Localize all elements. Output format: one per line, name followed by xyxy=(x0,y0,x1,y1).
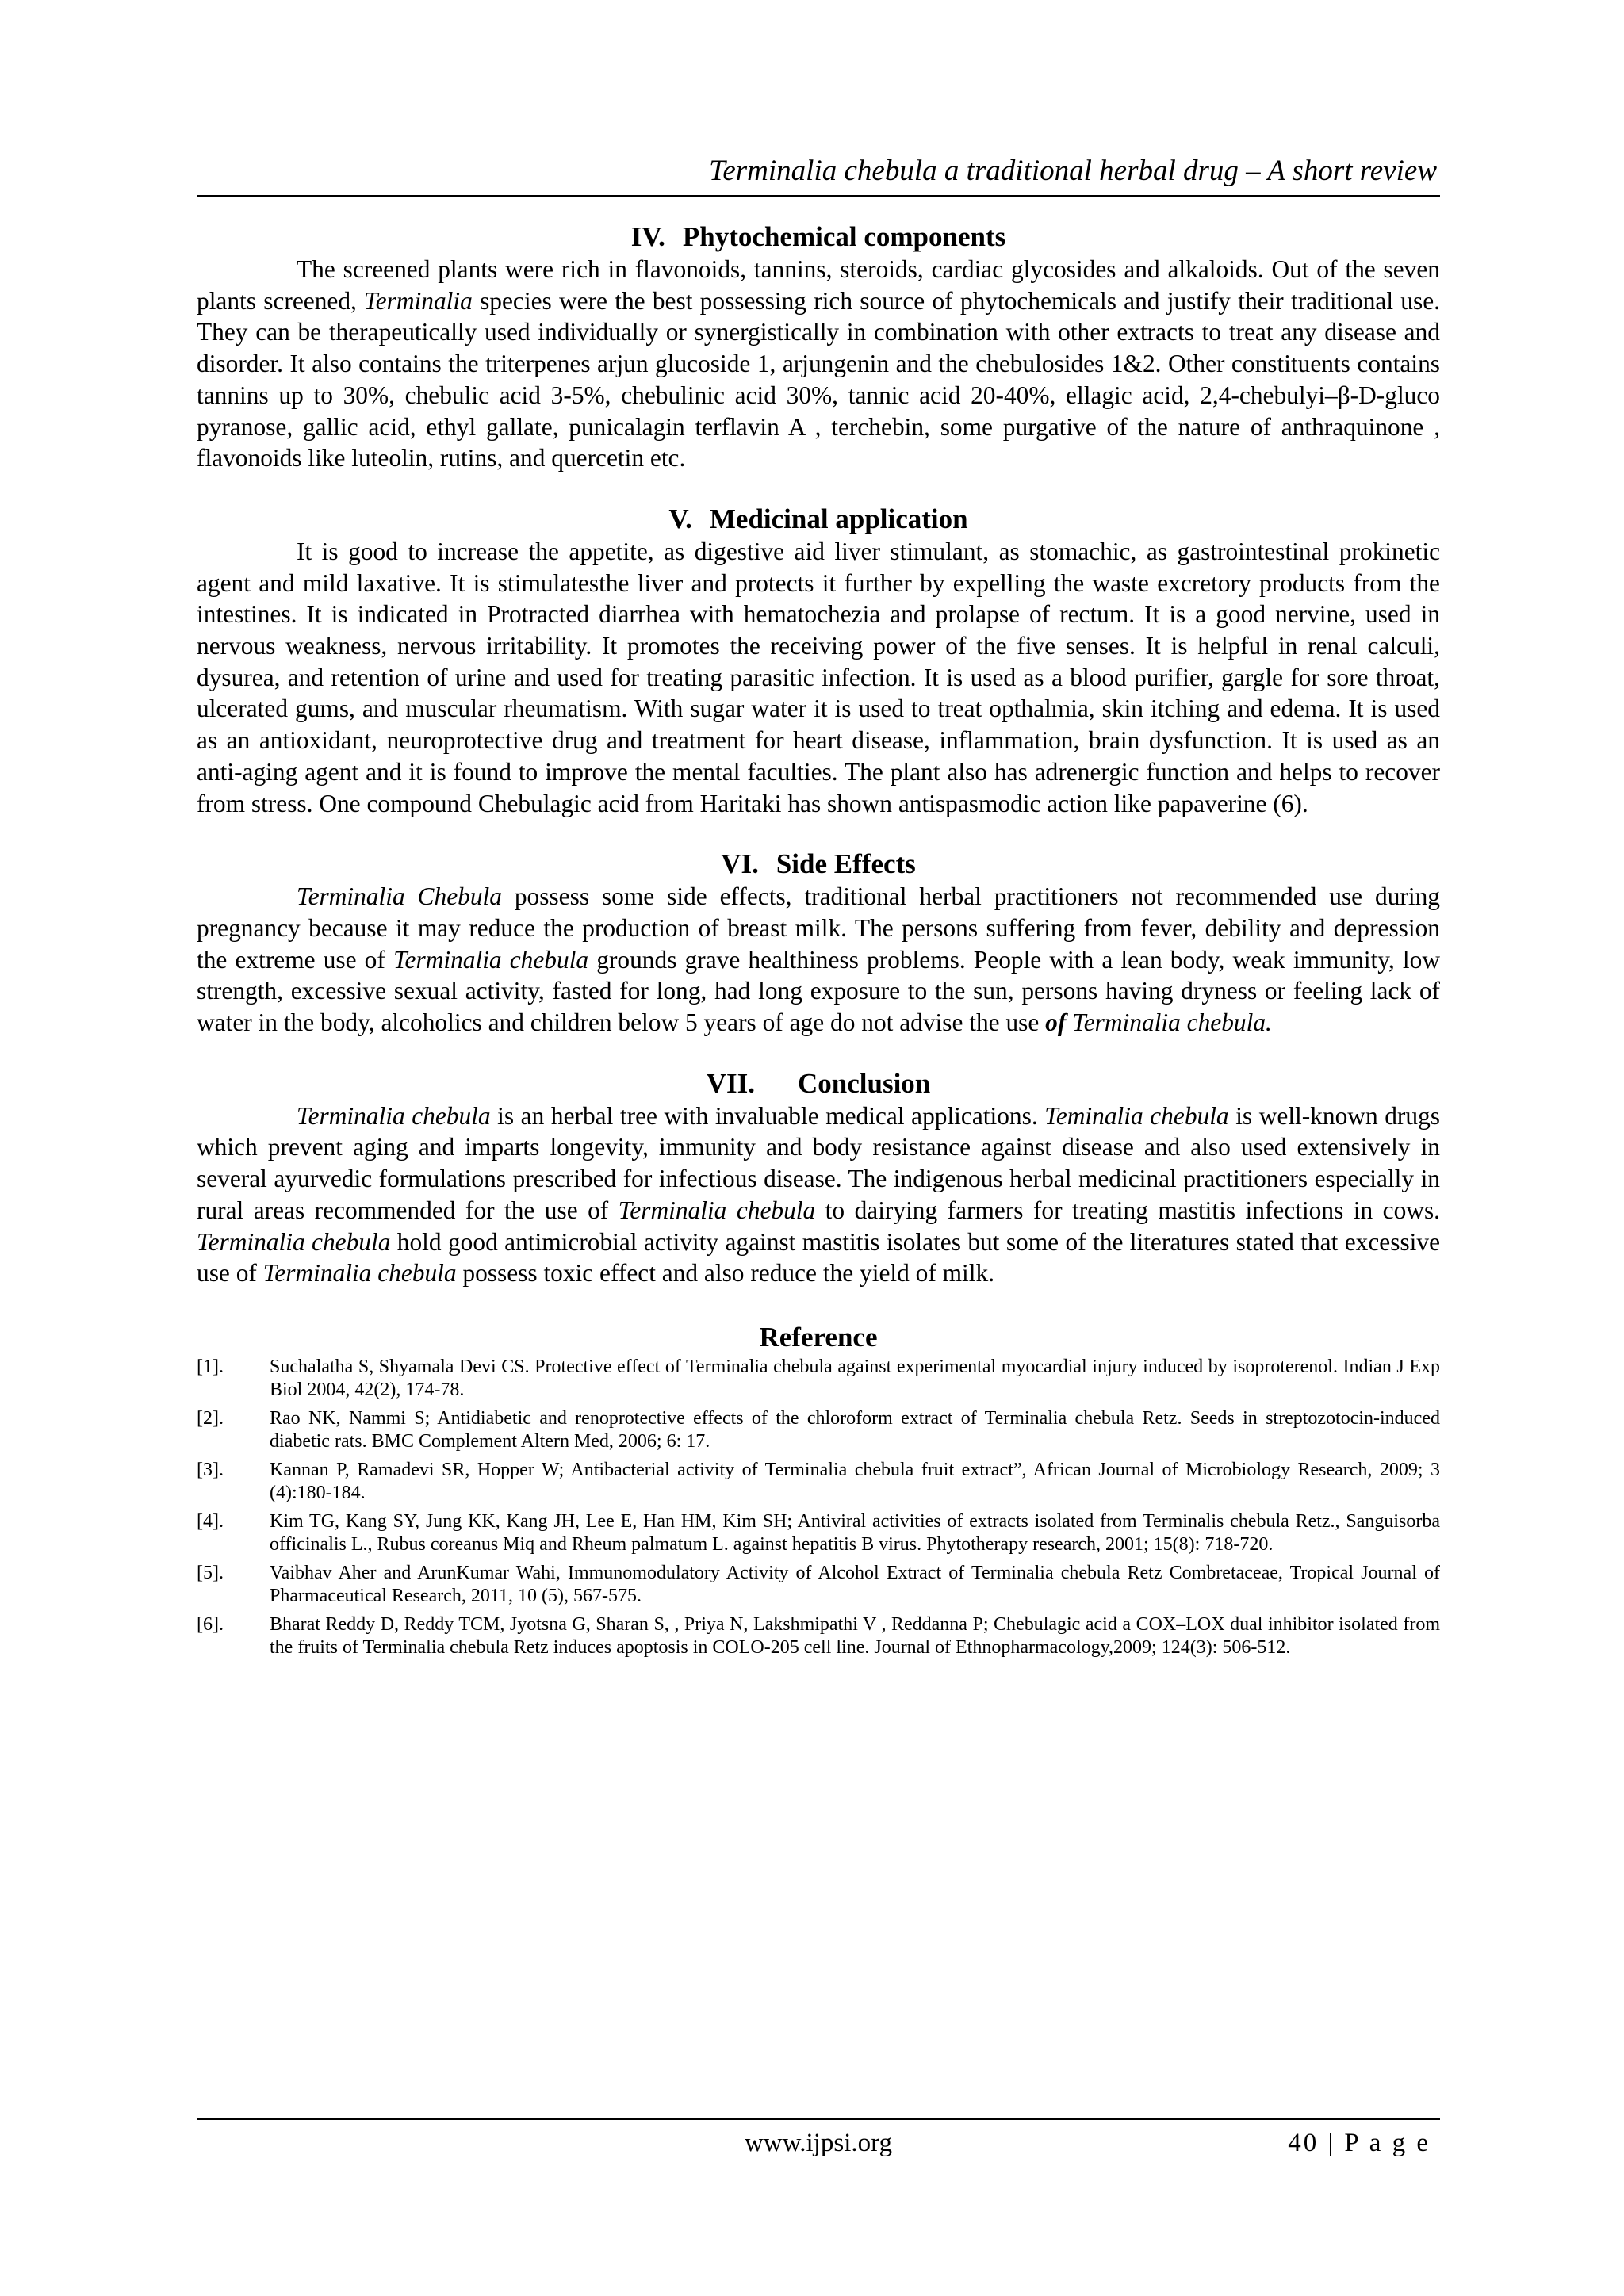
page-content xyxy=(197,151,1440,1665)
references-title: Reference xyxy=(759,1321,878,1353)
reference-item xyxy=(197,1562,1440,1608)
section-title-conclusion xyxy=(197,1067,1440,1100)
text-run: hold good antimicrobial activity against mastitis isolates but some of the literatures stated that excessive use of xyxy=(197,1227,1441,1288)
italic-run: Terminalia chebula xyxy=(618,1196,816,1224)
page-number: 40 | P a g e xyxy=(1288,2129,1431,2157)
reference-item xyxy=(197,1613,1440,1659)
paragraph-medicinal: It is good to increase the appetite, as digestive aid liver stimulant, as stomachic, as gastrointestinal prokinetic agent and mild laxative. It is stimulatesthe liver and protects it further by expelling the waste excretory products from the intestines. It is indicated in Protracted diarrhea with hematochezia and prolapse of rectum. It is a good nervine, used in nervous weakness, nervous irritability. It promotes the receiving power of the five senses. It is helpful in renal calculi, dysurea, and retention of urine and used for treating parasitic infection. It is used as a blood purifier, gargle for sore throat, ulcerated gums, and muscular rheumatism. With sugar water it is used to treat opthalmia, skin itching and edema. It is used as an antioxidant, neuroprotective drug and treatment for heart disease, inflammation, brain dysfunction. It is used as an anti-aging agent and it is found to improve the mental faculties. The plant also has adrenergic function and helps to recover from stress. One compound Chebulagic acid from Haritaki has shown antispasmodic action like papaverine (6). xyxy=(197,537,1440,817)
reference-item xyxy=(197,1459,1440,1505)
reference-number: [2]. xyxy=(197,1407,224,1429)
text-run: The screened plants were rich in flavonoids, tannins, steroids, cardiac glycosides and alkaloids. Out of the seven plants screened, xyxy=(197,255,1440,315)
section-title-text: Phytochemical components xyxy=(682,221,1006,252)
footer-row xyxy=(197,2123,1440,2163)
italic-run: Teminalia chebula xyxy=(1044,1101,1229,1130)
reference-text: Suchalatha S, Shyamala Devi CS. Protective effect of Terminalia chebula against experimental myocardial injury induced by isoproterenol. Indian J Exp Biol 2004, 42(2), 174-78. xyxy=(270,1356,1440,1400)
section-number: VI. xyxy=(721,848,759,880)
text-run: species were the best possessing rich source of phytochemicals and justify their traditional use. They can be therapeutically used individually or synergistically in combination with other extracts to treat any disease and disorder. It also contains the triterpenes arjun glucoside 1, arjungenin and the chebulosides 1&2. Other constituents contains tannins up to 30%, chebulic acid 3-5%, chebulinic acid 30%, tannic acid 20-40%, ellagic acid, 2,4-chebulyi–β-D-gluco pyranose, gallic acid, ethyl gallate, punicalagin terflavin A , terchebin, some purgative of the nature of anthraquinone , flavonoids like luteolin, rutins, and quercetin etc. xyxy=(197,286,1440,473)
paragraph-conclusion xyxy=(197,1100,1440,1289)
section-number: IV. xyxy=(630,221,665,252)
section-title-side-effects xyxy=(197,848,1440,881)
running-header: Terminalia chebula a traditional herbal drug – A short review xyxy=(709,155,1437,187)
italic-run: Terminalia chebula xyxy=(297,1101,491,1130)
section-title-medicinal xyxy=(197,503,1440,536)
reference-text: Kim TG, Kang SY, Jung KK, Kang JH, Lee E, Han HM, Kim SH; Antiviral activities of extracts isolated from Terminalis chebula Retz., Sanguisorba officinalis L., Rubus coreanus Miq and Rheum palmatum L. against hepatitis B virus. Phytotherapy research, 2001; 15(8): 718-720. xyxy=(270,1510,1440,1555)
italic-run: Terminalia chebula. xyxy=(1066,1008,1272,1037)
reference-text: Vaibhav Aher and ArunKumar Wahi, Immunomodulatory Activity of Alcohol Extract of Terminalia chebula Retz Combretaceae, Tropical Journal of Pharmaceutical Research, 2011, 10 (5), 567-575. xyxy=(270,1562,1440,1606)
reference-number: [4]. xyxy=(197,1510,224,1532)
italic-run: Terminalia Chebula xyxy=(297,882,502,911)
footer-rule xyxy=(197,2118,1440,2120)
section-title-text: Medicinal application xyxy=(709,503,968,534)
reference-list xyxy=(197,1356,1440,1659)
italic-run: Terminalia chebula xyxy=(393,945,589,974)
text-run: is well-known drugs which prevent aging and imparts longevity, immunity and body resistance against disease and also used extensively in several ayurvedic formulations prescribed for infectious disease. The indigenous herbal medicinal practitioners especially in rural areas recommended for the use of xyxy=(197,1101,1440,1224)
reference-text: Bharat Reddy D, Reddy TCM, Jyotsna G, Sharan S, , Priya N, Lakshmipathi V , Reddanna P; Chebulagic acid a COX–LOX dual inhibitor isolated from the fruits of Terminalia chebula Retz induces apoptosis in COLO-205 cell line. Journal of Ethnopharmacology,2009; 124(3): 506-512. xyxy=(270,1613,1440,1658)
section-number: VII. xyxy=(706,1067,755,1099)
footer-website-link[interactable]: www.ijpsi.org xyxy=(744,2129,893,2157)
reference-item xyxy=(197,1510,1440,1556)
page-footer xyxy=(197,2118,1440,2163)
paragraph-phytochemical xyxy=(197,254,1440,474)
text-run: grounds grave healthiness problems. People with a lean body, weak immunity, low strength, excessive sexual activity, fasted for long, had long exposure to the sun, persons having dryness or feeling lack of water in the body, alcoholics and children below 5 years of age do not advise the use xyxy=(197,945,1441,1037)
section-title-text: Conclusion xyxy=(798,1067,931,1099)
text-run: is an herbal tree with invaluable medical applications. xyxy=(490,1101,1045,1130)
reference-item xyxy=(197,1356,1440,1402)
paragraph-side-effects xyxy=(197,881,1440,1039)
section-title-phytochemical xyxy=(197,220,1440,254)
reference-text: Rao NK, Nammi S; Antidiabetic and renoprotective effects of the chloroform extract of Terminalia chebula Retz. Seeds in streptozotocin-induced diabetic rats. BMC Complement Altern Med, 2006; 6: 17. xyxy=(270,1407,1440,1452)
reference-number: [6]. xyxy=(197,1613,224,1635)
reference-item xyxy=(197,1407,1440,1453)
header-rule xyxy=(197,195,1440,197)
italic-run: Terminalia chebula xyxy=(197,1227,391,1256)
section-title-text: Side Effects xyxy=(776,848,916,880)
italic-run: Terminalia chebula xyxy=(262,1259,457,1288)
text-run: to dairying farmers for treating mastitis infections in cows. xyxy=(815,1196,1441,1224)
reference-number: [3]. xyxy=(197,1459,224,1480)
reference-number: [1]. xyxy=(197,1356,224,1377)
bold-italic-run: of xyxy=(1045,1008,1067,1037)
reference-text: Kannan P, Ramadevi SR, Hopper W; Antibacterial activity of Terminalia chebula fruit extract”, African Journal of Microbiology Research, 2009; 3 (4):180-184. xyxy=(270,1459,1440,1503)
text-run: possess toxic effect and also reduce the yield of milk. xyxy=(456,1259,995,1288)
section-number: V. xyxy=(668,503,692,534)
italic-run: Terminalia xyxy=(364,286,473,315)
text-run: possess some side effects, traditional herbal practitioners not recommended use during pregnancy because it may reduce the production of breast milk. The persons suffering from fever, debility and depression the extreme use of xyxy=(197,882,1440,974)
reference-number: [5]. xyxy=(197,1562,224,1583)
